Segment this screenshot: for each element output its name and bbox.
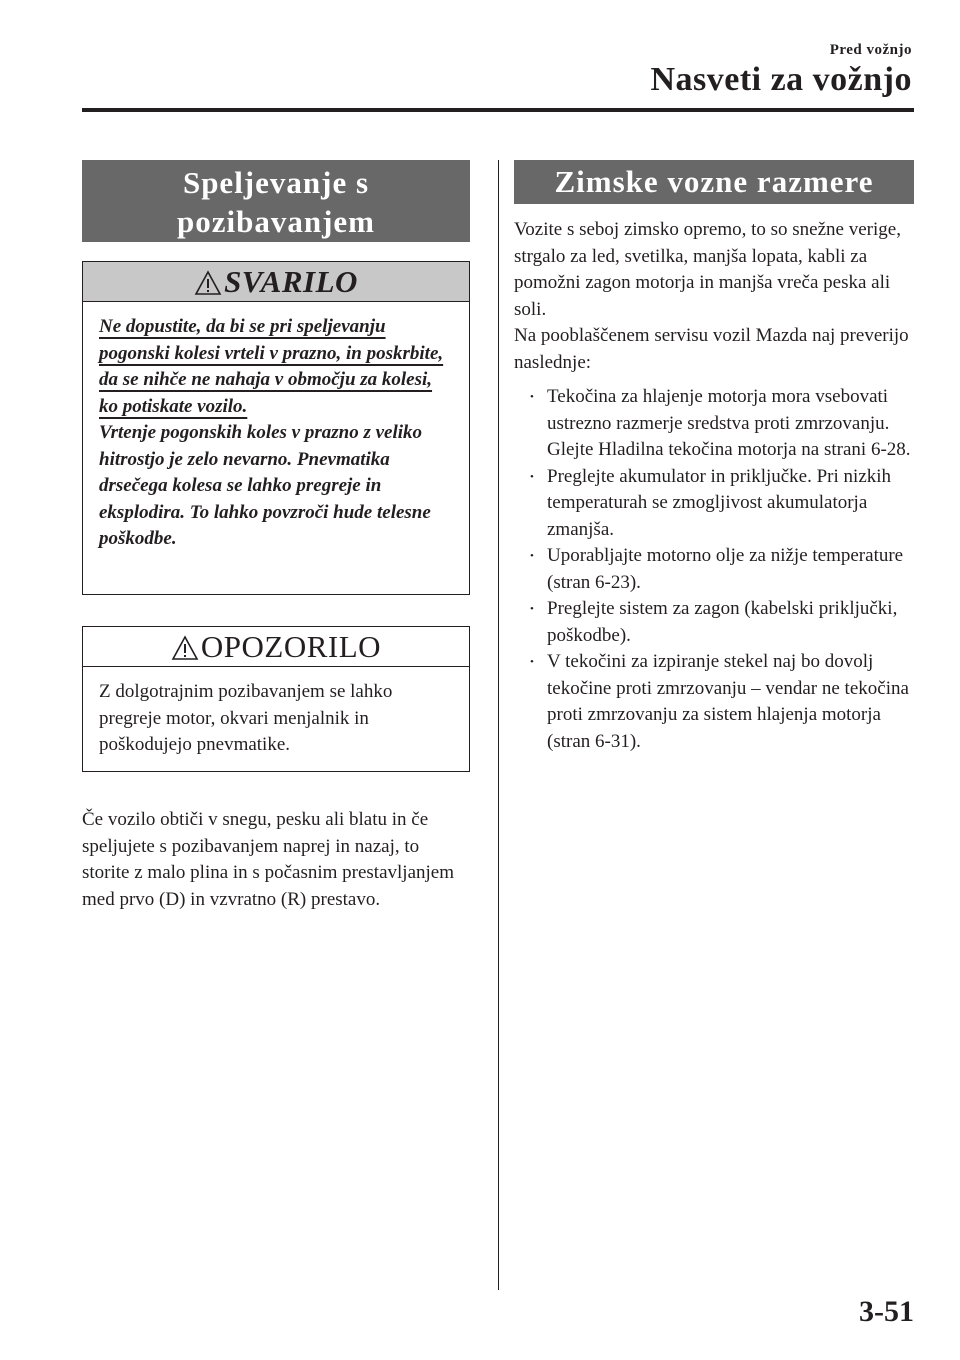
left-column xyxy=(82,160,470,913)
list-item xyxy=(530,384,914,464)
page-number: 3-51 xyxy=(859,1295,914,1328)
right-column xyxy=(514,160,914,755)
heading-line-1: Speljevanje s xyxy=(182,165,370,200)
section-heading-rocking xyxy=(82,160,470,242)
warning-underlined-text: Ne dopustite, da bi se pri speljevanju pogonski kolesi vrteli v prazno, in poskrbite, da se nihče ne nahaja v območju za kolesi, ko potiskate vozilo. xyxy=(99,316,444,417)
warning-triangle-icon xyxy=(194,270,222,296)
list-item xyxy=(530,543,914,596)
caution-box xyxy=(82,626,470,772)
warning-title: SVARILO xyxy=(224,263,358,299)
winter-paragraph-1: Vozite s seboj zimsko opremo, to so snežne verige, strgalo za led, svetilka, manjša lopata, kabli za pomožni zagon motorja in manjša vreča peska ali soli. xyxy=(514,219,901,320)
list-item-reference: Glejte Hladilna tekočina motorja na strani 6-28. xyxy=(547,439,911,460)
header-chapter-title: Nasveti za vožnjo xyxy=(650,61,912,98)
caution-body: Z dolgotrajnim pozibavanjem se lahko pregreje motor, okvari menjalnik in poškodujejo pnevmatike. xyxy=(99,681,393,755)
page-header xyxy=(650,42,912,99)
caution-title: OPOZORILO xyxy=(200,628,382,664)
warning-text: Vrtenje pogonskih koles v prazno z veliko hitrostjo je zelo nevarno. Pnevmatika drsečega kolesa se lahko pregreje in eksplodira. To lahko povzroči hude telesne poškodbe. xyxy=(99,422,431,549)
warning-title-bar xyxy=(83,262,469,302)
heading-line-2: pozibavanjem xyxy=(177,204,375,239)
header-section-title: Pred vožnjo xyxy=(829,42,912,58)
warning-triangle-icon xyxy=(171,635,199,661)
rocking-paragraph: Če vozilo obtiči v snegu, pesku ali blatu in če speljujete s pozibavanjem naprej in nazaj, to storite z malo plina in s počasnim prestavljanjem med prvo (D) in vzvratno (R) prestavo. xyxy=(82,809,454,910)
list-item xyxy=(530,649,914,755)
list-item xyxy=(530,596,914,649)
winter-paragraph-2: Na pooblaščenem servisu vozil Mazda naj preverijo naslednje: xyxy=(514,325,909,373)
list-item-text: V tekočini za izpiranje stekel naj bo dovolj tekočine proti zmrzovanju – vendar ne tekočina proti zmrzovanju za sistem hlajenja motorja (stran 6-31). xyxy=(547,651,909,752)
column-divider xyxy=(498,160,499,1290)
warning-body xyxy=(83,302,469,553)
header-rule xyxy=(82,108,914,112)
list-item-text: Preglejte sistem za zagon (kabelski priključki, poškodbe). xyxy=(547,598,898,646)
caution-title-bar xyxy=(83,627,469,667)
list-item-text: Uporabljajte motorno olje za nižje temperature (stran 6-23). xyxy=(547,545,904,593)
list-item-text: Tekočina za hlajenje motorja mora vsebovati ustrezno razmerje sredstva proti zmrzovanju. xyxy=(547,386,890,434)
checklist xyxy=(514,384,914,755)
list-item-text: Preglejte akumulator in priključke. Pri nizkih temperaturah se zmogljivost akumulatorja zmanjša. xyxy=(547,465,892,540)
section-heading-winter: Zimske vozne razmere xyxy=(514,160,914,204)
list-item xyxy=(530,464,914,544)
warning-box xyxy=(82,261,470,595)
